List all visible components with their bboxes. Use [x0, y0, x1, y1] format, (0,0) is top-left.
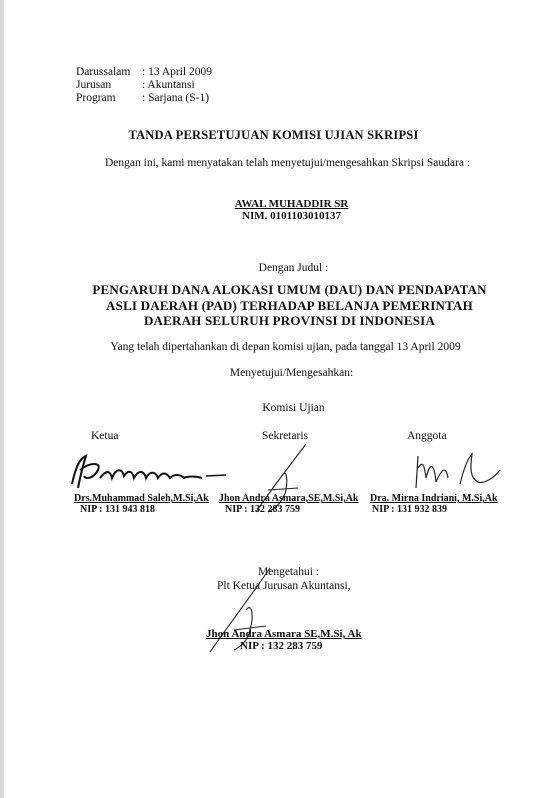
meta-label-program: Program — [76, 92, 116, 104]
role-sekretaris: Sekretaris — [262, 430, 308, 442]
scan-edge — [0, 0, 4, 798]
ketua-nip: NIP : 131 943 818 — [80, 504, 155, 515]
knowing-label: Mengetahui : — [258, 566, 319, 578]
approval-label: Menyetujui/Mengesahkan: — [229, 367, 354, 379]
meta-value-date: : 13 April 2009 — [142, 66, 212, 78]
anggota-nip: NIP : 131 932 839 — [372, 504, 447, 515]
student-nim: NIM. 0101103010137 — [242, 210, 341, 222]
thesis-title-line-3: DAERAH SELURUH PROVINSI DI INDONESIA — [143, 313, 436, 328]
header-meta — [76, 66, 212, 105]
thesis-title-line-2: ASLI DAERAH (PAD) TERHADAP BELANJA PEMERINTAH — [106, 297, 473, 313]
student-name: AWAL MUHADDIR SR — [234, 198, 349, 210]
thesis-title — [16, 282, 547, 329]
sekretaris-name: Jhon Andra Asmara,SE,M.Si,Ak — [219, 493, 359, 504]
role-anggota: Anggota — [407, 430, 447, 442]
committee-label: Komisi Ujian — [262, 402, 325, 414]
meta-value-jurusan: : Akuntansi — [142, 79, 195, 91]
signature-ketua — [66, 448, 236, 494]
intro-text: Dengan ini, kami menyatakan telah menyetujui/mengesahkan Skripsi Saudara : — [104, 157, 471, 169]
document-title: TANDA PERSETUJUAN KOMISI UJIAN SKRIPSI — [128, 128, 419, 142]
signature-anggota — [400, 448, 510, 494]
judul-label: Dengan Judul : — [258, 262, 329, 274]
knowing-name: Jhon Andra Asmara SE,M.Si, Ak — [206, 628, 362, 640]
knowing-nip: NIP : 132 283 759 — [240, 640, 323, 652]
defended-statement: Yang telah dipertahankan di depan komisi ujian, pada tanggal 13 April 2009 — [110, 341, 461, 353]
meta-label-place: Darussalam — [76, 66, 131, 78]
ketua-name: Drs.Muhammad Saleh,M.Si,Ak — [74, 493, 209, 504]
sekretaris-nip: NIP : 132 283 759 — [225, 504, 300, 515]
meta-value-program: : Sarjana (S-1) — [142, 92, 210, 104]
thesis-title-line-1: PENGARUH DANA ALOKASI UMUM (DAU) DAN PENDAPATAN — [92, 282, 487, 297]
meta-label-jurusan: Jurusan — [76, 79, 112, 91]
anggota-name: Dra. Mirna Indriani, M.Si,Ak — [370, 493, 498, 504]
knowing-position: Plt Ketua Jurusan Akuntansi, — [217, 580, 351, 592]
role-ketua: Ketua — [91, 430, 119, 442]
